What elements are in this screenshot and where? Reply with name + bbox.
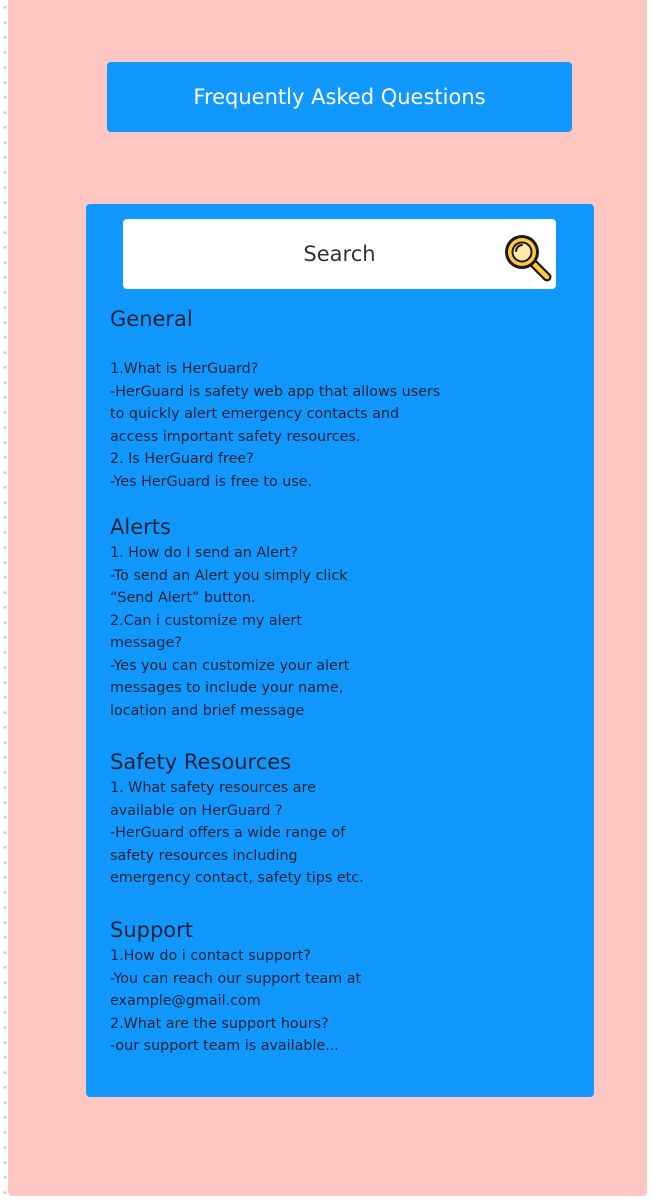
faq-section-support <box>110 915 550 1058</box>
section-body-general: 1.What is HerGuard? -HerGuard is safety web app that allows users to quickly alert emergency contacts and access important safety resources. 2. Is HerGuard free? -Yes HerGuard is free to use. <box>110 361 441 490</box>
search-input[interactable] <box>123 219 556 289</box>
section-body-alerts: 1. How do I send an Alert? -To send an Alert you simply click “Send Alert” button. 2.Can i customize my alert message? -Yes you can customize your alert messages to include your name, location and brief message <box>110 545 350 719</box>
magnifier-icon[interactable] <box>501 231 553 283</box>
section-body-safety-resources: 1. What safety resources are available on HerGuard ? -HerGuard offers a wide range of safety resources including emergency contact, safety tips etc. <box>110 780 364 886</box>
faq-page-frame <box>8 0 647 1196</box>
section-title-general: General <box>110 307 193 331</box>
section-title-support: Support <box>110 918 194 942</box>
search-bar <box>123 219 556 289</box>
section-title-safety-resources: Safety Resources <box>110 750 292 774</box>
faq-section-safety-resources <box>110 747 550 890</box>
faq-header-button[interactable]: Frequently Asked Questions <box>107 62 572 132</box>
section-body-support: 1.How do i contact support? -You can reach our support team at example@gmail.com 2.What are the support hours? -our support team is available... <box>110 948 362 1054</box>
faq-panel <box>86 204 594 1097</box>
canvas-dot-guide <box>3 0 7 1201</box>
section-title-alerts: Alerts <box>110 515 171 539</box>
faq-section-alerts <box>110 512 550 722</box>
faq-section-general <box>110 304 550 493</box>
